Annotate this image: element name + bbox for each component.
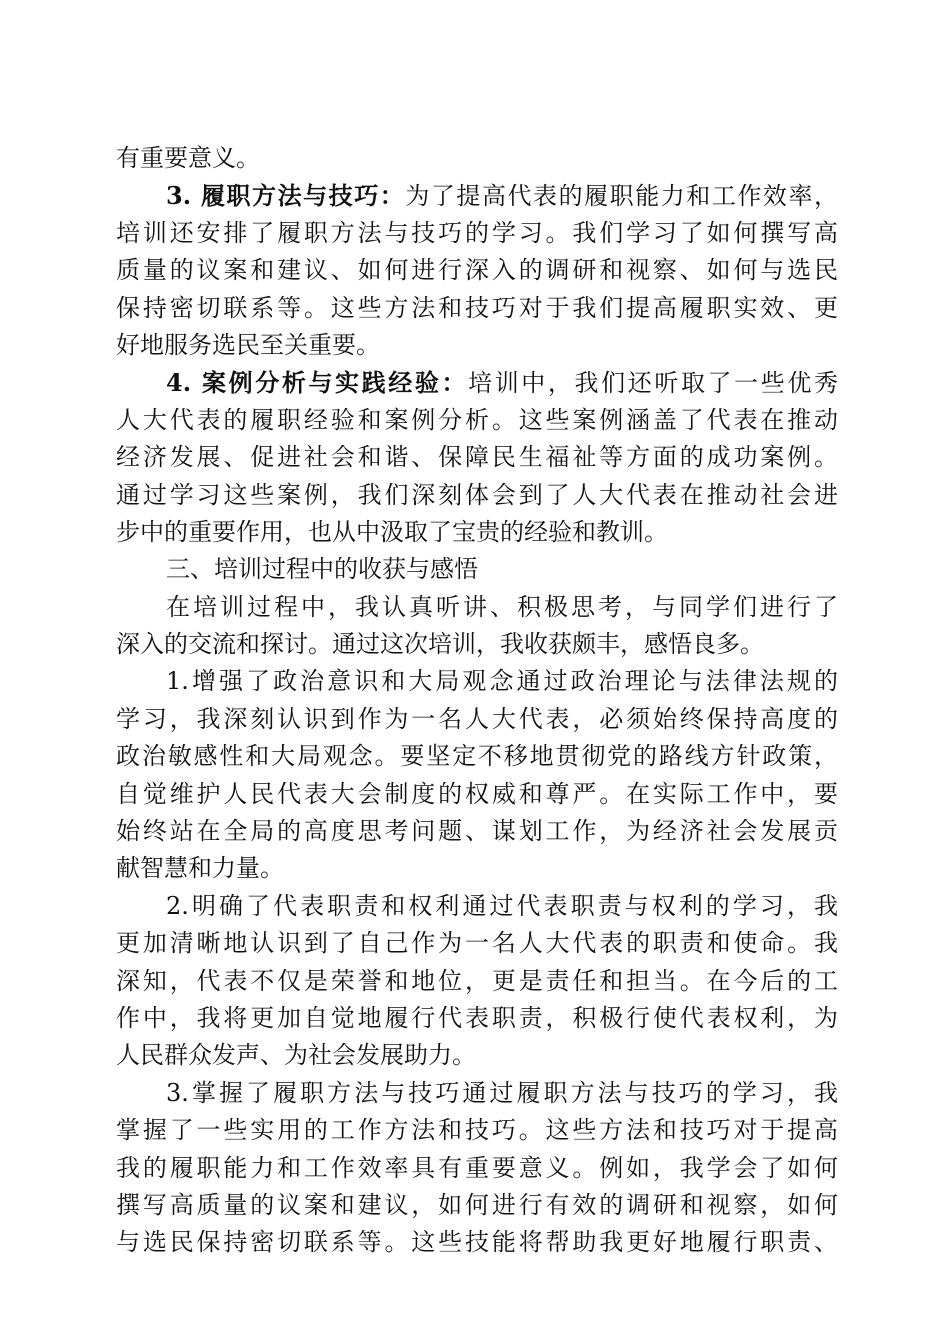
item-1-line: 献智慧和力量。 — [116, 854, 284, 883]
item-1-line: 学习，我深刻认识到作为一名人大代表，必须始终保持高度的 — [116, 704, 838, 733]
item-1-line: 始终站在全局的高度思考问题、谋划工作，为经济社会发展贡 — [116, 817, 838, 846]
paragraph-line: 深入的交流和探讨。通过这次培训，我收获颇丰，感悟良多。 — [116, 630, 764, 659]
section-4-label: 4. 案例分析与实践经验： — [166, 368, 469, 398]
intro-tail-line: 有重要意义。 — [116, 144, 260, 172]
section-3-first-line — [116, 177, 838, 214]
item-3-line: 撰写高质量的议案和建议，如何进行有效的调研和视察，如何 — [116, 1190, 838, 1219]
paragraph-line: 在培训过程中，我认真听讲、积极思考，与同学们进行了 — [166, 592, 838, 621]
item-3-line: 与选民保持密切联系等。这些技能将帮助我更好地履行职责、 — [116, 1228, 838, 1257]
item-1-line: 政治敏感性和大局观念。要坚定不移地贯彻党的路线方针政策， — [116, 742, 838, 771]
section-3-line: 保持密切联系等。这些方法和技巧对于我们提高履职实效、更 — [116, 293, 838, 322]
item-3-line: 我的履职能力和工作效率具有重要意义。例如，我学会了如何 — [116, 1153, 838, 1182]
section-4-first-line — [116, 364, 838, 401]
section-3-label: 3. 履职方法与技巧： — [166, 181, 406, 211]
section-3-line: 质量的议案和建议、如何进行深入的调研和视察、如何与选民 — [116, 256, 838, 285]
item-3-line: 掌握了一些实用的工作方法和技巧。这些方法和技巧对于提高 — [116, 1116, 838, 1145]
item-2-line: 2.明确了代表职责和权利通过代表职责与权利的学习，我 — [166, 891, 838, 920]
section-4-line: 经济发展、促进社会和谐、保障民生福祉等方面的成功案例。 — [116, 443, 838, 472]
section-3-line: 培训还安排了履职方法与技巧的学习。我们学习了如何撰写高 — [116, 218, 838, 247]
item-2-line: 人民群众发声、为社会发展助力。 — [116, 1041, 476, 1070]
section-4-line: 通过学习这些案例，我们深刻体会到了人大代表在推动社会进 — [116, 480, 838, 509]
item-2-line: 作中，我将更加自觉地履行代表职责，积极行使代表权利，为 — [116, 1003, 838, 1032]
item-3-line: 3.掌握了履职方法与技巧通过履职方法与技巧的学习，我 — [166, 1078, 838, 1107]
section-3-line: 好地服务选民至关重要。 — [116, 330, 380, 359]
section-3-text: 为了提高代表的履职能力和工作效率， — [405, 182, 839, 211]
section-4-text: 培训中，我们还听取了一些优秀 — [468, 369, 838, 398]
item-1-line: 自觉维护人民代表大会制度的权威和尊严。在实际工作中，要 — [116, 779, 838, 808]
item-1-line: 1.增强了政治意识和大局观念通过政治理论与法律法规的 — [166, 667, 838, 696]
section-heading: 三、培训过程中的收获与感悟 — [166, 555, 478, 584]
item-2-line: 深知，代表不仅是荣誉和地位，更是责任和担当。在今后的工 — [116, 966, 838, 995]
section-4-line: 人大代表的履职经验和案例分析。这些案例涵盖了代表在推动 — [116, 405, 838, 434]
section-4-line: 步中的重要作用，也从中汲取了宝贵的经验和教训。 — [116, 517, 668, 546]
item-2-line: 更加清晰地认识到了自己作为一名人大代表的职责和使命。我 — [116, 929, 838, 958]
document-page — [116, 140, 838, 1262]
